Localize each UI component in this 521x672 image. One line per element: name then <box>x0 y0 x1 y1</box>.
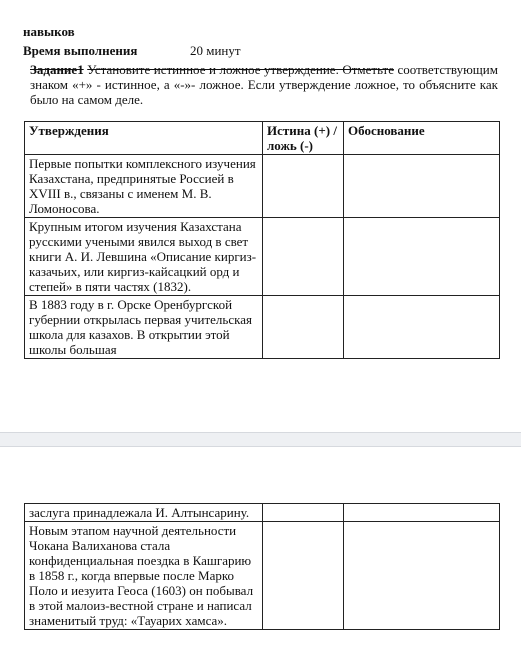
justification-cell[interactable] <box>344 504 500 522</box>
statement-cell: заслуга принадлежала И. Алтынсарину. <box>25 504 263 522</box>
truth-cell[interactable] <box>263 504 344 522</box>
table-row <box>25 296 500 359</box>
truth-cell[interactable] <box>263 218 344 296</box>
statement-cell: В 1883 году в г. Орске Оренбургской губернии открылась первая учительская школа для казахов. В открытии этой школы большая <box>25 296 263 359</box>
justification-cell[interactable] <box>344 218 500 296</box>
truth-cell[interactable] <box>263 296 344 359</box>
task-instructions <box>30 62 498 107</box>
table-row <box>25 504 500 522</box>
table-row <box>25 522 500 630</box>
duration-value: 20 минут <box>190 43 241 58</box>
task-text: соответствующим знаком «+» - истинное, а «-»- ложное. Если утверждение ложное, то объясните как было на самом деле. <box>30 62 498 107</box>
table-row <box>25 218 500 296</box>
task-title: Задание1 <box>30 62 84 77</box>
justification-cell[interactable] <box>344 522 500 630</box>
statement-cell: Крупным итогом изучения Казахстана русскими учеными явился выход в свет книги А. И. Левшина «Описание киргиз-казачьих, или киргиз-кайсацкий орд и степей» в пяти частях (1832). <box>25 218 263 296</box>
header-statements: Утверждения <box>25 122 263 155</box>
header-truth: Истина (+) / ложь (-) <box>263 122 344 155</box>
header-justification: Обоснование <box>344 122 500 155</box>
truth-cell[interactable] <box>263 155 344 218</box>
skills-fragment: навыков <box>23 24 75 39</box>
duration-label: Время выполнения <box>23 43 138 58</box>
document-page-2 <box>0 447 521 672</box>
task-text-struck: Установите истинное и ложное утверждение. Отметьте <box>87 62 394 77</box>
statement-cell: Первые попытки комплексного изучения Казахстана, предпринятые Россией в XVIII в., связаны с именем М. В. Ломоносова. <box>25 155 263 218</box>
table-row <box>25 155 500 218</box>
justification-cell[interactable] <box>344 296 500 359</box>
truth-cell[interactable] <box>263 522 344 630</box>
table-clip <box>24 121 504 375</box>
statements-table <box>24 121 500 359</box>
justification-cell[interactable] <box>344 155 500 218</box>
table-clip-2 <box>24 503 504 672</box>
statement-cell: Новым этапом научной деятельности Чокана Валиханова стала конфиденциальная поездка в Кашгарию в 1858 г., когда впервые после Марко Поло и иезуита Геоса (1603) он побывал в этой малоиз-вестной стране и написал знаменитый труд: «Тауарих хамса». <box>25 522 263 630</box>
statements-table-continued <box>24 503 500 630</box>
page-break-gap <box>0 432 521 447</box>
